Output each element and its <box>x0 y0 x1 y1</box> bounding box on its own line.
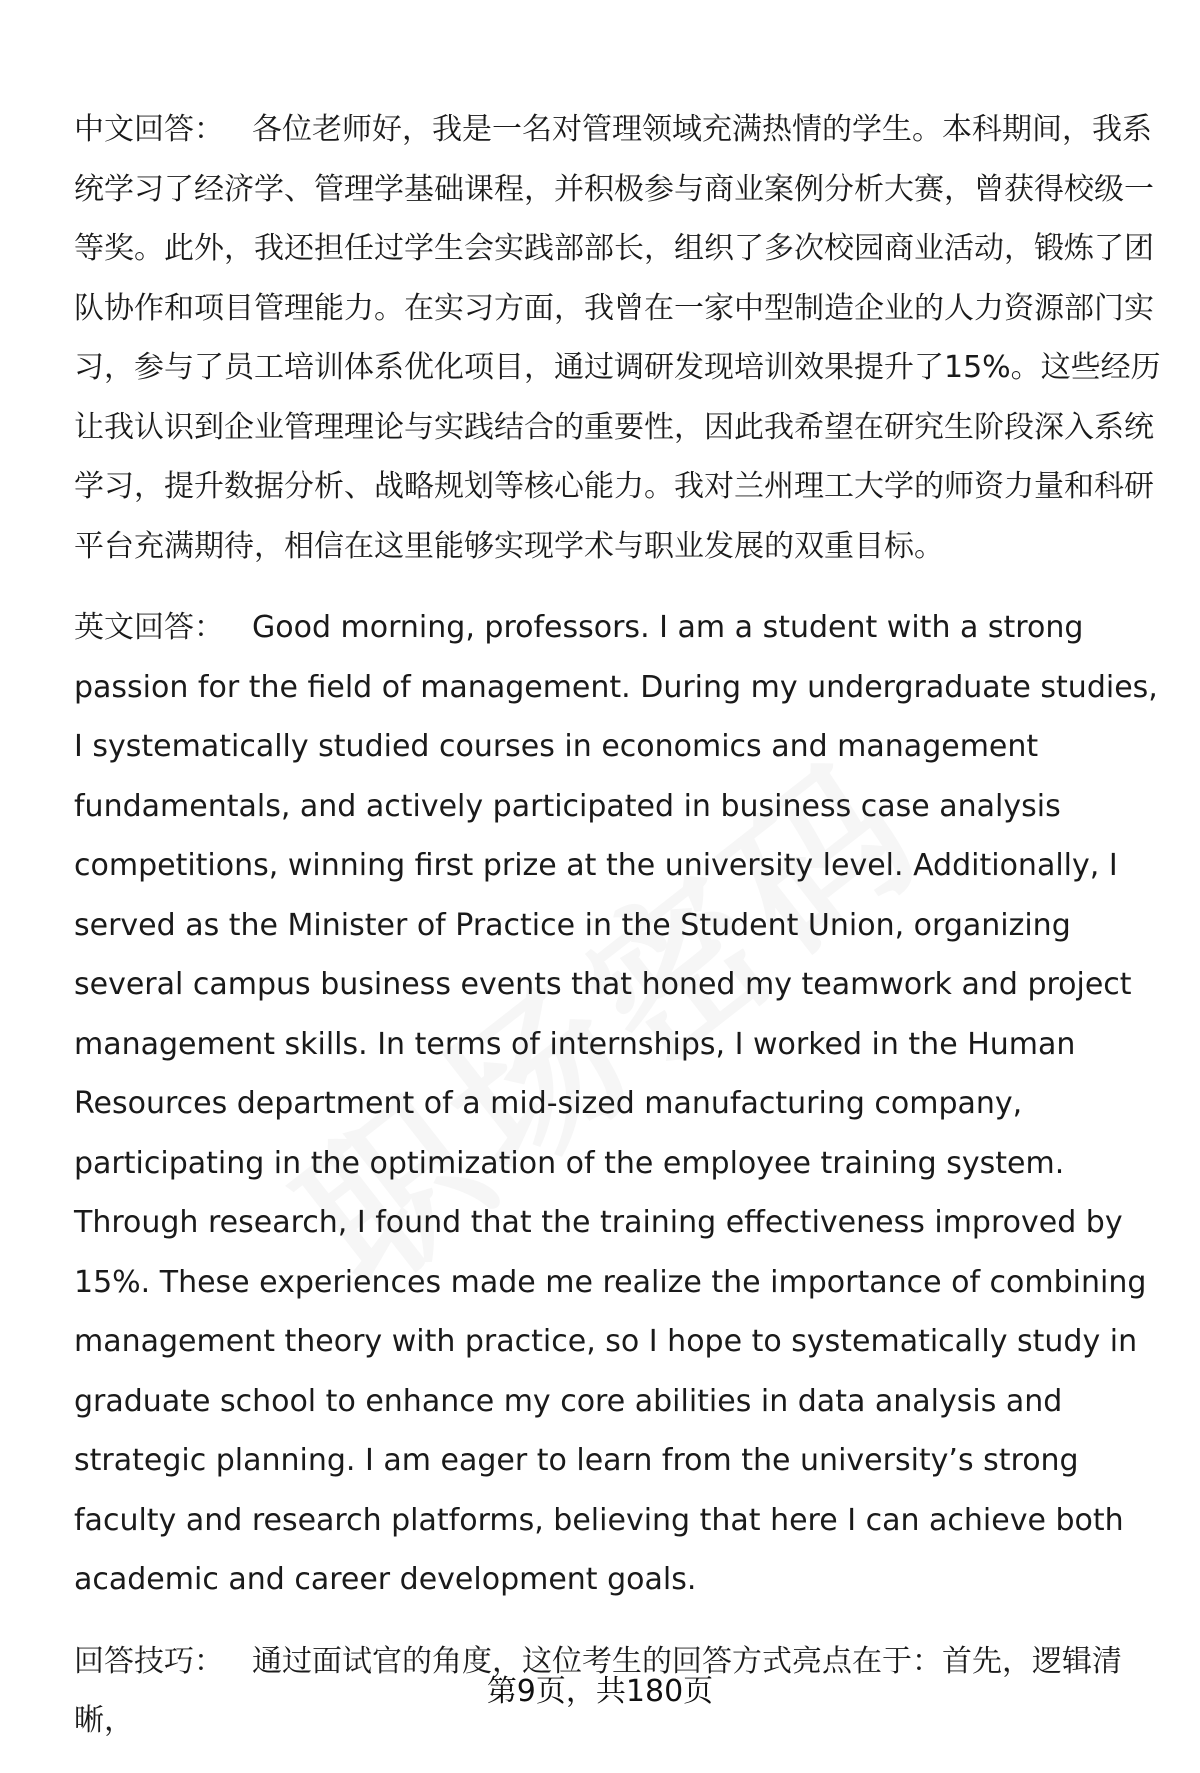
answer-tips-label: 回答技巧： <box>74 1643 224 1679</box>
document-body <box>74 100 1168 1773</box>
english-answer-paragraph <box>74 598 1168 1610</box>
answer-tips-text: 通过面试官的角度，这位考生的回答方式亮点在于：首先，逻辑清晰， <box>74 1643 1122 1738</box>
english-answer-text: Good morning, professors. I am a student with a strong passion for the field of management. During my undergraduate studies, I systematically studied courses in economics and management fundamentals, and actively participated in business case analysis competitions, winning first prize at the university level. Additionally, I served as the Minister of Practice in the Student Union, organizing several campus business events that honed my teamwork and project management skills. In terms of internships, I worked in the Human Resources department of a mid-sized manufacturing company, participating in the optimization of the employee training system. Through research, I found that the training effectiveness improved by 15%. These experiences made me realize the importance of combining management theory with practice, so I hope to systematically study in graduate school to enhance my core abilities in data analysis and strategic planning. I am eager to learn from the university’s strong faculty and research platforms, believing that here I can achieve both academic and career development goals. <box>74 610 1158 1597</box>
english-answer-label: 英文回答： <box>74 610 224 645</box>
chinese-answer-text: 各位老师好，我是一名对管理领域充满热情的学生。本科期间，我系统学习了经济学、管理学基础课程，并积极参与商业案例分析大赛，曾获得校级一等奖。此外，我还担任过学生会实践部部长，组织了多次校园商业活动，锻炼了团队协作和项目管理能力。在实习方面，我曾在一家中型制造企业的人力资源部门实习，参与了员工培训体系优化项目，通过调研发现培训效果提升了15%。这些经历让我认识到企业管理理论与实践结合的重要性，因此我希望在研究生阶段深入系统学习，提升数据分析、战略规划等核心能力。我对兰州理工大学的师资力量和科研平台充满期待，相信在这里能够实现学术与职业发展的双重目标。 <box>74 112 1161 564</box>
page-indicator: 第9页，共180页 <box>486 1674 714 1709</box>
chinese-answer-paragraph <box>74 100 1168 576</box>
chinese-answer-label: 中文回答： <box>74 112 224 147</box>
